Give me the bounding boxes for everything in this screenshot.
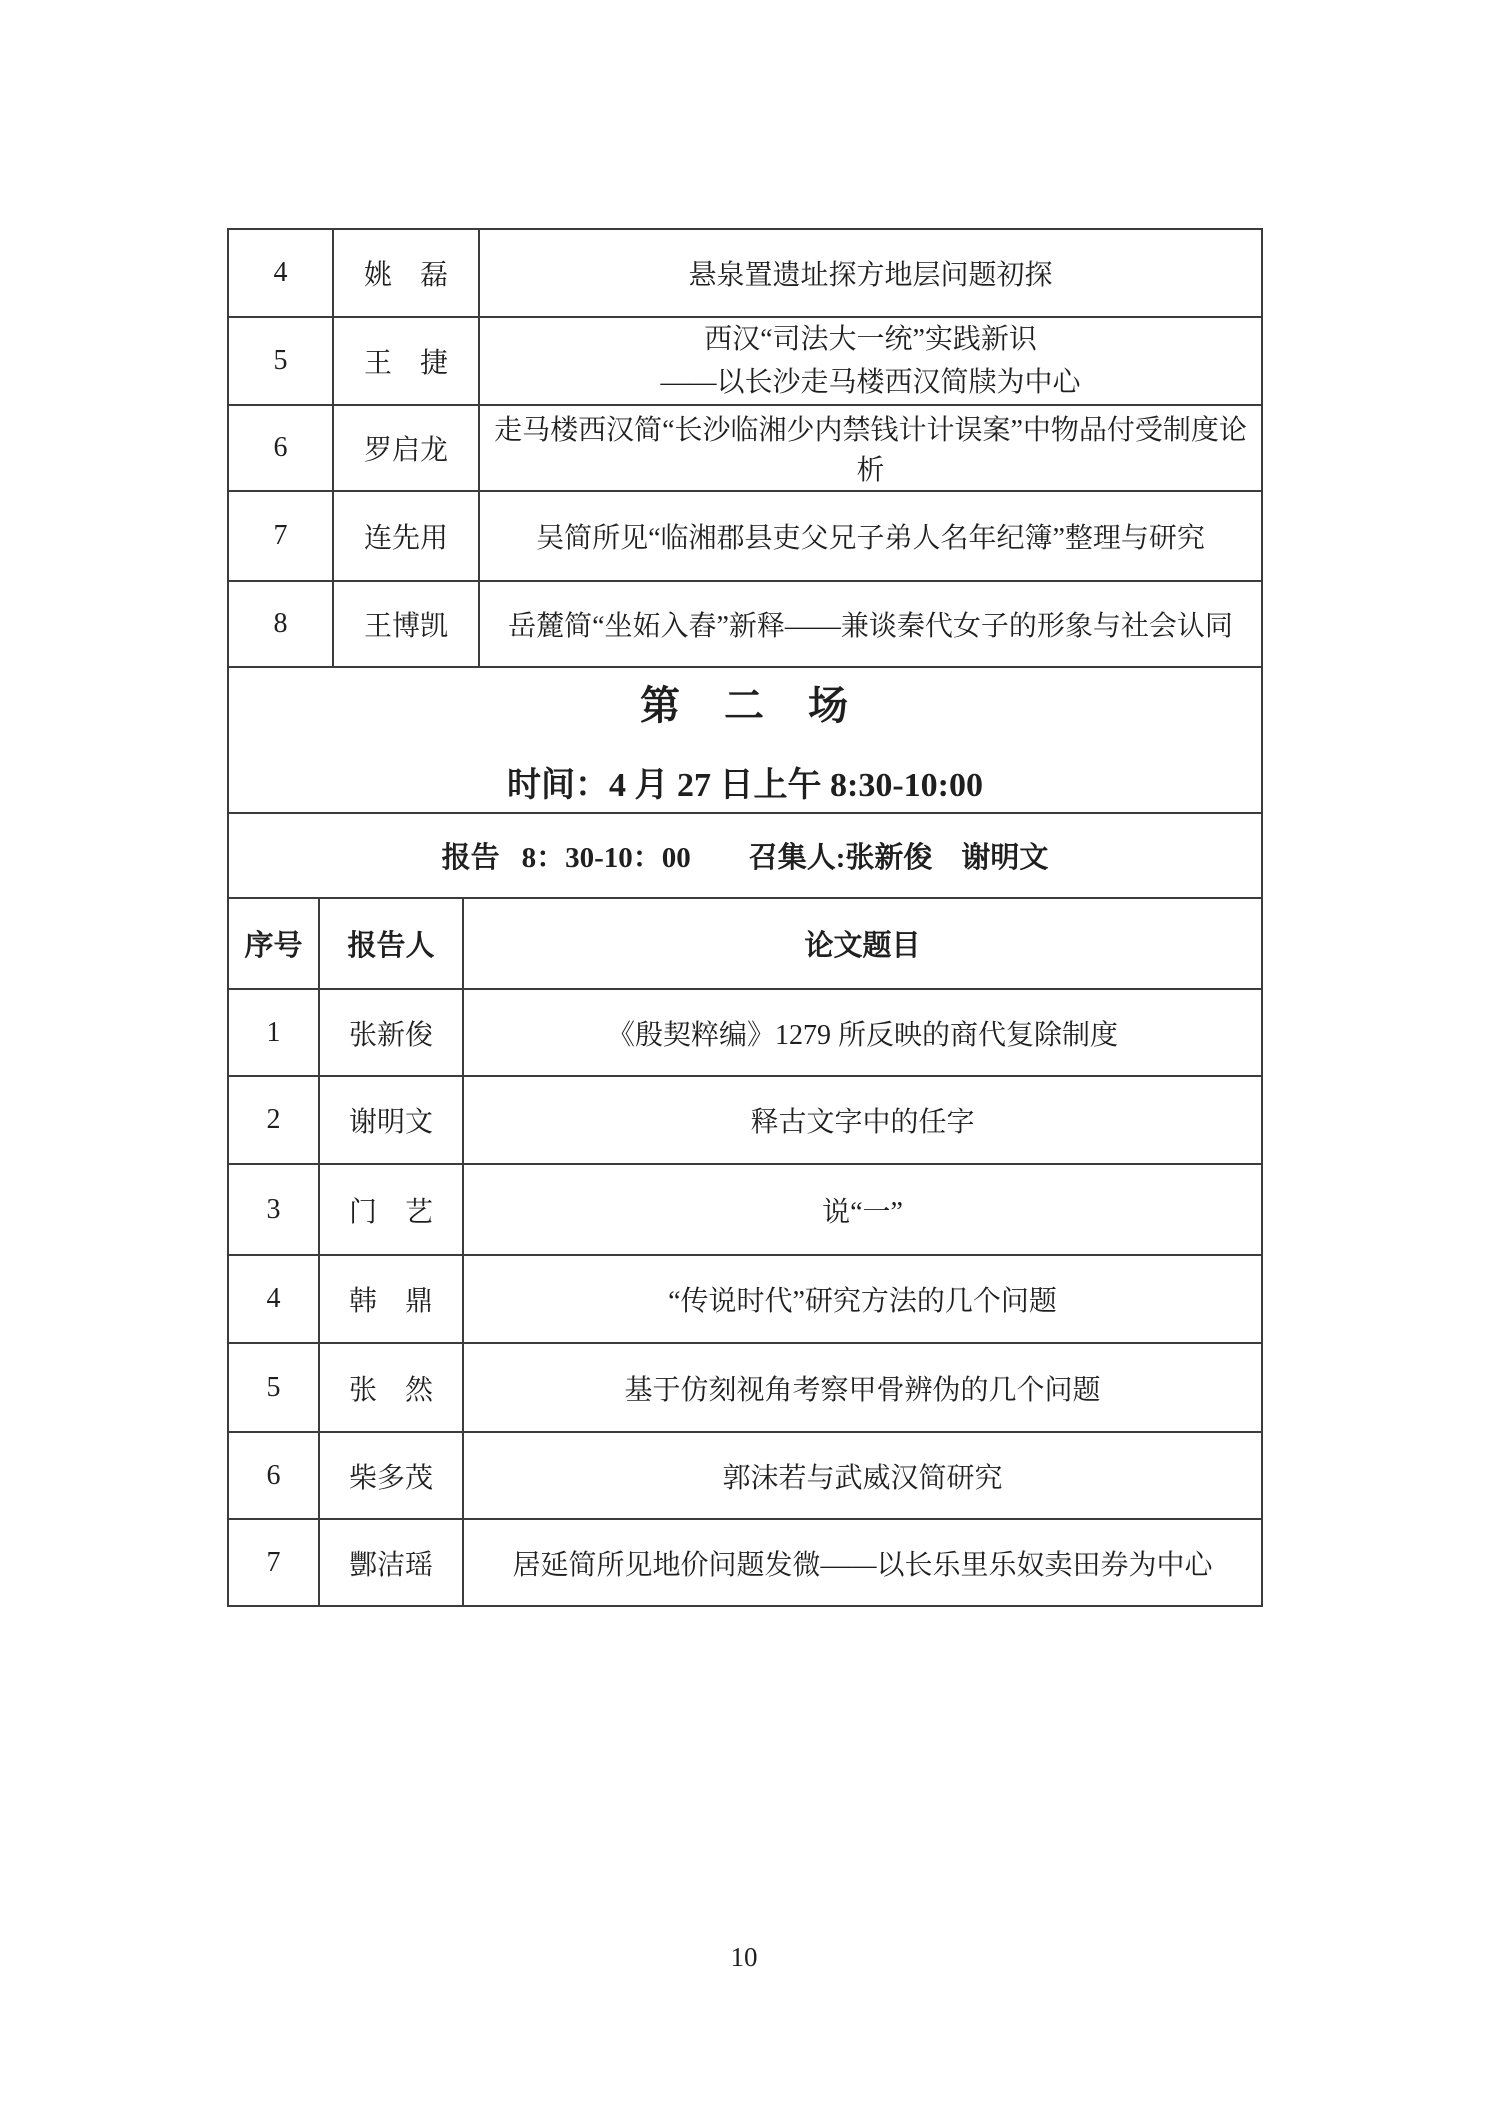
row-number-cell: 3	[229, 1165, 320, 1254]
presenter-name-cell: 酆洁瑶	[320, 1520, 464, 1605]
column-header-presenter: 报告人	[320, 899, 464, 988]
schedule-row	[229, 492, 1261, 582]
row-number-cell: 8	[229, 582, 334, 666]
row-number-cell: 1	[229, 990, 320, 1075]
row-number-cell: 6	[229, 406, 334, 490]
schedule-row	[229, 230, 1261, 318]
schedule-row	[229, 1520, 1261, 1605]
paper-title-cell: 说“一”	[822, 1196, 903, 1228]
presenter-name-cell: 王 捷	[334, 318, 480, 404]
presenter-name-cell: 张 然	[320, 1344, 464, 1431]
report-label: 报告	[441, 842, 500, 874]
paper-title-cell: 岳麓简“坐妬入舂”新释——兼谈秦代女子的形象与社会认同	[508, 611, 1233, 642]
paper-title-cell: 居延简所见地价问题发微——以长乐里乐奴卖田券为中心	[512, 1549, 1213, 1581]
schedule-row	[229, 990, 1261, 1077]
presenter-name-cell: 柴多茂	[320, 1433, 464, 1518]
schedule-row	[229, 1256, 1261, 1344]
paper-title-cell: 悬泉置遗址探方地层问题初探	[688, 260, 1053, 291]
paper-title-cell: 吴简所见“临湘郡县吏父兄子弟人名年纪簿”整理与研究	[536, 523, 1205, 554]
conference-program-table	[227, 228, 1263, 1607]
presenter-name-cell: 谢明文	[320, 1077, 464, 1163]
schedule-row	[229, 406, 1261, 492]
schedule-row	[229, 1165, 1261, 1256]
presenter-name-cell: 王博凯	[334, 582, 480, 666]
presenter-name-cell: 张新俊	[320, 990, 464, 1075]
row-number-cell: 5	[229, 1344, 320, 1431]
session-title: 第 二 场	[640, 683, 850, 728]
presenter-name-cell: 连先用	[334, 492, 480, 580]
paper-title-cell: 《殷契粹编》1279 所反映的商代复除制度	[606, 1019, 1118, 1051]
row-number-cell: 7	[229, 1520, 320, 1605]
row-number-cell: 6	[229, 1433, 320, 1518]
table-header-row	[229, 899, 1261, 990]
paper-title-cell: 走马楼西汉简“长沙临湘少内禁钱计计误案”中物品付受制度论析	[494, 415, 1247, 486]
session-header-row	[229, 668, 1261, 814]
schedule-row	[229, 582, 1261, 668]
paper-title-cell: 释古文字中的任字	[750, 1107, 975, 1138]
row-number-cell: 4	[229, 230, 334, 316]
schedule-row	[229, 1433, 1261, 1520]
row-number-cell: 4	[229, 1256, 320, 1342]
row-number-cell: 2	[229, 1077, 320, 1163]
column-header-no: 序号	[229, 899, 320, 988]
presenter-name-cell: 姚 磊	[334, 230, 480, 316]
presenter-name-cell: 门 艺	[320, 1165, 464, 1254]
paper-title-cell: 郭沫若与武威汉简研究	[722, 1462, 1003, 1494]
report-info-row	[229, 814, 1261, 899]
schedule-row	[229, 1077, 1261, 1165]
session-header-cell	[229, 668, 1261, 812]
paper-title-two-line	[660, 318, 1080, 405]
row-number-cell: 5	[229, 318, 334, 404]
presenter-name-cell: 罗启龙	[334, 406, 480, 490]
row-number-cell: 7	[229, 492, 334, 580]
column-header-title: 论文题目	[804, 930, 921, 962]
paper-title-cell: “传说时代”研究方法的几个问题	[668, 1286, 1057, 1317]
paper-title-line1: 西汉“司法大一统”实践新识	[704, 323, 1037, 355]
schedule-row	[229, 318, 1261, 406]
paper-title-line2: ——以长沙走马楼西汉简牍为中心	[660, 367, 1081, 398]
schedule-row	[229, 1344, 1261, 1433]
report-convener: 召集人:张新俊 谢明文	[748, 842, 1049, 874]
paper-title-cell: 基于仿刻视角考察甲骨辨伪的几个问题	[624, 1374, 1101, 1406]
presenter-name-cell: 韩 鼎	[320, 1256, 464, 1342]
session-time: 时间：4 月 27 日上午 8:30-10:00	[507, 767, 983, 804]
report-time: 8：30-10：00	[521, 842, 691, 874]
page-number: 10	[730, 1942, 758, 1972]
paper-title-cell	[480, 318, 1261, 404]
